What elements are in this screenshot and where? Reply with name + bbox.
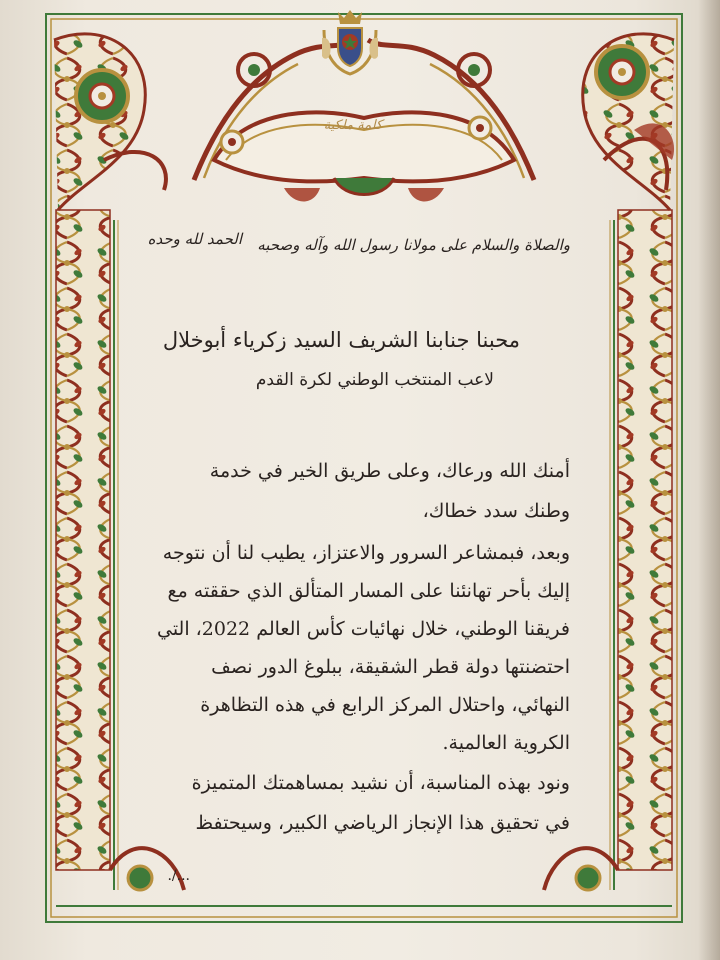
body-line: ونود بهذه المناسبة، أن نشيد بمساهمتك المتميزة [191, 772, 570, 794]
opening-blessing: والصلاة والسلام على مولانا رسول الله وآله وصحبه [257, 236, 570, 254]
addressee-name: محبنا جنابنا الشريف السيد زكرياء أبوخلال [162, 328, 520, 352]
body-line: في تحقيق هذا الإنجاز الرياضي الكبير، وسيحتفظ [195, 812, 570, 834]
royal-coat-of-arms-icon [318, 8, 382, 78]
body-line: الكروية العالمية. [442, 732, 570, 754]
body-line: النهائي، واحتلال المركز الرابع في هذه التظاهرة [200, 694, 570, 716]
opening-praise: الحمد لله وحده [147, 230, 242, 248]
body-line: وبعد، فبمشاعر السرور والاعتزاز، يطيب لنا أن نتوجه [162, 542, 570, 564]
continuation-mark: ./... [167, 868, 190, 884]
body-line: إليك بأحر تهانئنا على المسار المتألق الذي حققته مع [167, 580, 570, 602]
body-line: أمنك الله ورعاك، وعلى طريق الخير في خدمة [209, 460, 570, 482]
plate-title: كلمة ملكية [323, 118, 383, 133]
addressee-title: لاعب المنتخب الوطني لكرة القدم [255, 370, 494, 390]
body-line: احتضنتها دولة قطر الشقيقة، ببلوغ الدور نصف [211, 656, 570, 678]
body-line: وطنك سدد خطاك، [422, 500, 570, 522]
body-line: فريقنا الوطني، خلال نهائيات كأس العالم 2022، التي [156, 618, 570, 640]
